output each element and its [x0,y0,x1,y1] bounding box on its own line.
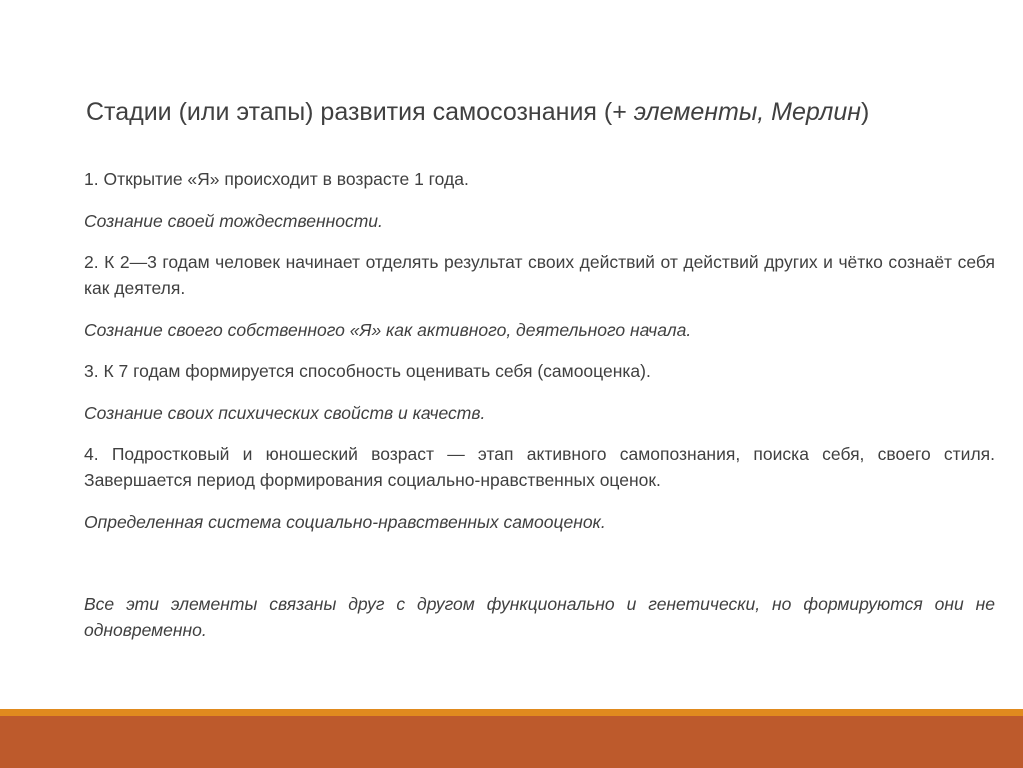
title-italic: элементы, Мерлин [633,98,862,126]
conclusion: Все эти элементы связаны друг с другом функционально и генетически, но формируются они не одновременно. [84,593,995,640]
stage-4: 4. Подростковый и юношеский возраст — этап активного самопознания, поиска себя, своего стиля. Завершается период формирования социально-нравственных оценок. [84,444,995,490]
stage-3: 3. К 7 годам формируется способность оценивать себя (самооценка). [84,361,651,381]
slide-body [84,166,995,658]
slide-title [86,98,869,127]
stage-3-element: Сознание своих психических свойств и качеств. [84,402,486,423]
stage-1-element: Сознание своей тождественности. [84,210,383,231]
stage-2: 2. К 2—3 годам человек начинает отделять результат своих действий от действий других и чётко сознаёт себя как деятеля. [84,252,995,298]
stage-4-element: Определенная система социально-нравственных самооценок. [84,511,606,532]
title-close: ) [861,98,870,126]
stage-1: 1. Открытие «Я» происходит в возрасте 1 года. [84,169,469,189]
accent-strip [0,709,1023,716]
stage-2-element: Сознание своего собственного «Я» как активного, деятельного начала. [84,319,692,340]
title-main: Стадии (или этапы) развития самосознания (+ [86,98,634,126]
footer-bar [0,716,1023,768]
